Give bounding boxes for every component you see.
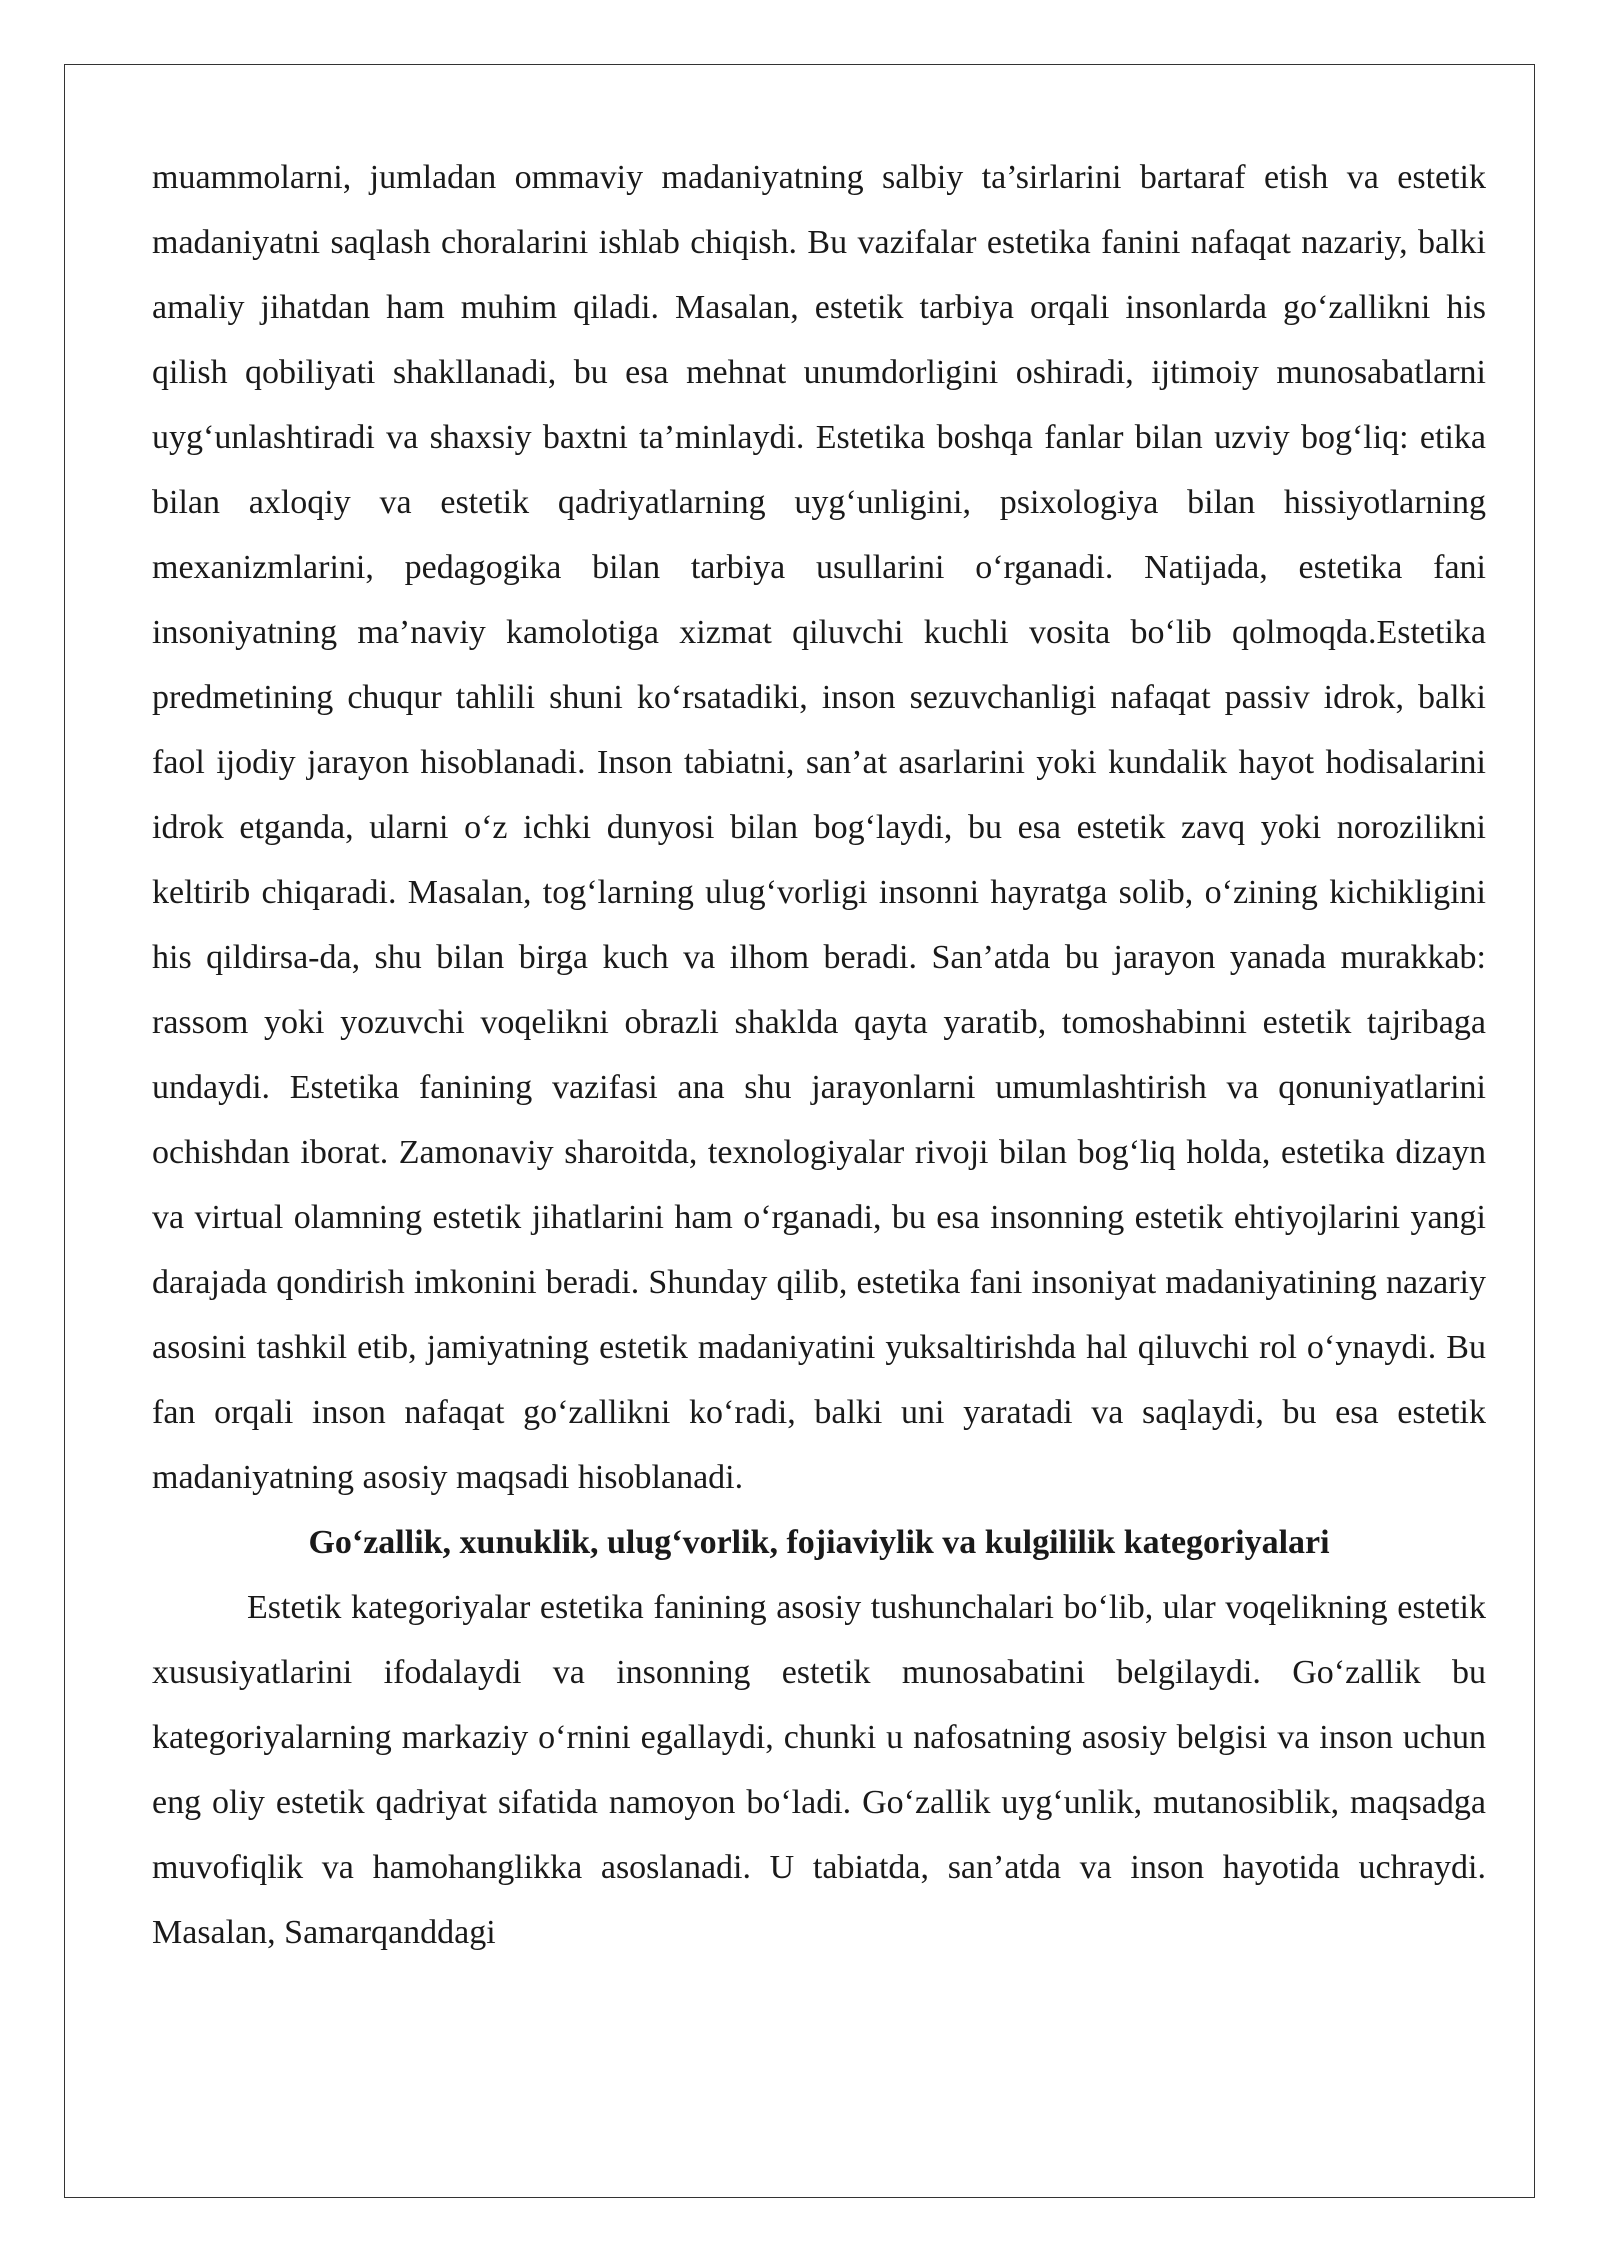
document-body	[152, 145, 1486, 1965]
body-paragraph-1: muammolarni, jumladan ommaviy madaniyatning salbiy ta’sirlarini bartaraf etish va estetik madaniyatni saqlash choralarini ishlab chiqish. Bu vazifalar estetika fanini nafaqat nazariy, balki amaliy jihatdan ham muhim qiladi. Masalan, estetik tarbiya orqali insonlarda go‘zallikni his qilish qobiliyati shakllanadi, bu esa mehnat unumdorligini oshiradi, ijtimoiy munosabatlarni uyg‘unlashtiradi va shaxsiy baxtni ta’minlaydi. Estetika boshqa fanlar bilan uzviy bog‘liq: etika bilan axloqiy va estetik qadriyatlarning uyg‘unligini, psixologiya bilan hissiyotlarning mexanizmlarini, pedagogika bilan tarbiya usullarini o‘rganadi. Natijada, estetika fani insoniyatning ma’naviy kamolotiga xizmat qiluvchi kuchli vosita bo‘lib qolmoqda.Estetika predmetining chuqur tahlili shuni ko‘rsatadiki, inson sezuvchanligi nafaqat passiv idrok, balki faol ijodiy jarayon hisoblanadi. Inson tabiatni, san’at asarlarini yoki kundalik hayot hodisalarini idrok etganda, ularni o‘z ichki dunyosi bilan bog‘laydi, bu esa estetik zavq yoki norozilikni keltirib chiqaradi. Masalan, tog‘larning ulug‘vorligi insonni hayratga solib, o‘zining kichikligini his qildirsa-da, shu bilan birga kuch va ilhom beradi. San’atda bu jarayon yanada murakkab: rassom yoki yozuvchi voqelikni obrazli shaklda qayta yaratib, tomoshabinni estetik tajribaga undaydi. Estetika fanining vazifasi ana shu jarayonlarni umumlashtirish va qonuniyatlarini ochishdan iborat. Zamonaviy sharoitda, texnologiyalar rivoji bilan bog‘liq holda, estetika dizayn va virtual olamning estetik jihatlarini ham o‘rganadi, bu esa insonning estetik ehtiyojlarini yangi darajada qondirish imkonini beradi. Shunday qilib, estetika fani insoniyat madaniyatining nazariy asosini tashkil etib, jamiyatning estetik madaniyatini yuksaltirishda hal qiluvchi rol o‘ynaydi. Bu fan orqali inson nafaqat go‘zallikni ko‘radi, balki uni yaratadi va saqlaydi, bu esa estetik madaniyatning asosiy maqsadi hisoblanadi.	[152, 159, 1486, 1496]
body-paragraph-2: Estetik kategoriyalar estetika fanining asosiy tushunchalari bo‘lib, ular voqelikning estetik xususiyatlarini ifodalaydi va insonning estetik munosabatini belgilaydi. Go‘zallik bu kategoriyalarning markaziy o‘rnini egallaydi, chunki u nafosatning asosiy belgisi va inson uchun eng oliy estetik qadriyat sifatida namoyon bo‘ladi. Go‘zallik uyg‘unlik, mutanosiblik, maqsadga muvofiqlik va hamohanglikka asoslanadi. U tabiatda, san’atda va inson hayotida uchraydi. Masalan, Samarqanddagi	[152, 1589, 1486, 1951]
section-heading: Go‘zallik, xunuklik, ulug‘vorlik, fojiaviylik va kulgililik kategoriyalari	[308, 1524, 1330, 1561]
